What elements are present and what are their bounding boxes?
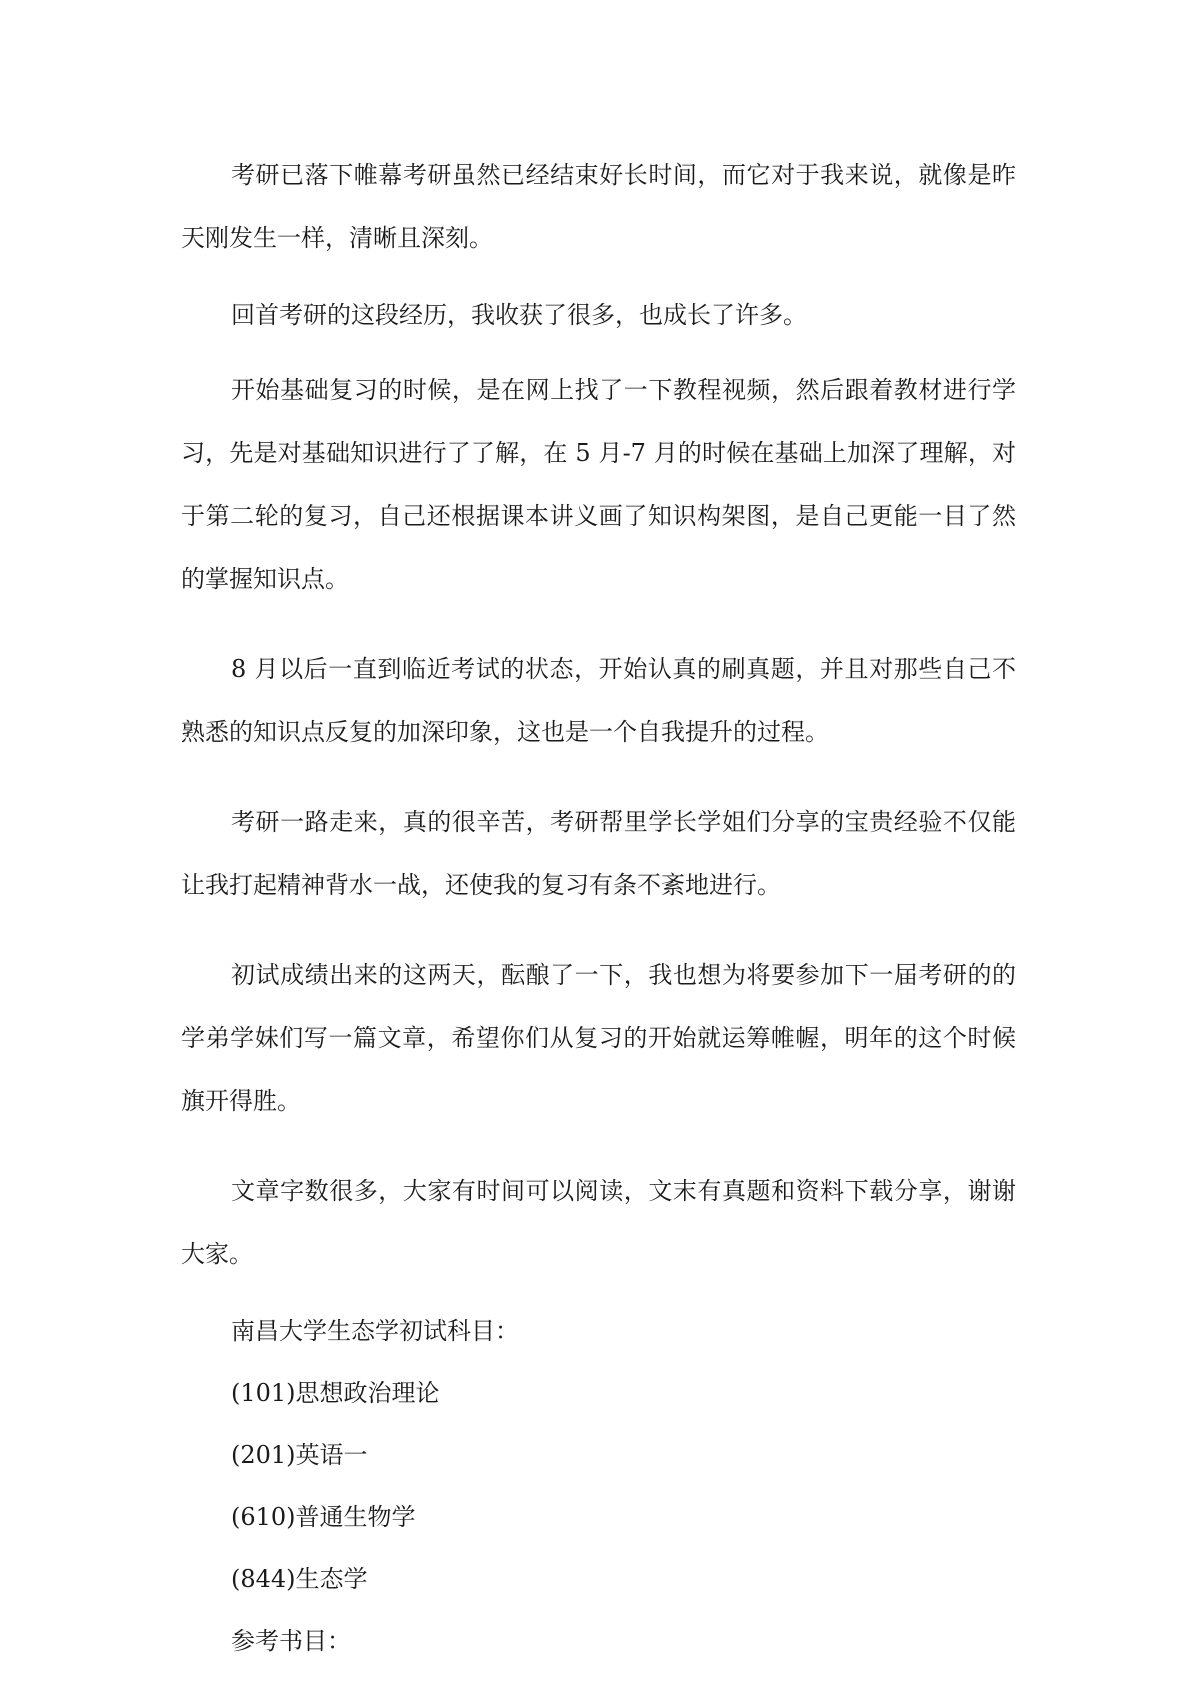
subject-item: (610)普通生物学 [231, 1503, 416, 1531]
subject-item: (101)思想政治理论 [231, 1379, 440, 1407]
paragraph-hardship: 考研一路走来，真的很辛苦，考研帮里学长学姐们分享的宝贵经验不仅能让我打起精神背水一战，还使我的复习有条不紊地进行。 [181, 808, 1016, 899]
paragraph-intro: 考研已落下帷幕考研虽然已经结束好长时间，而它对于我来说，就像是昨天刚发生一样，清晰且深刻。 [181, 161, 1016, 252]
paragraph-results: 初试成绩出来的这两天，酝酿了一下，我也想为将要参加下一届考研的的学弟学妹们写一篇文章，希望你们从复习的开始就运筹帷幄，明年的这个时候旗开得胜。 [181, 961, 1016, 1115]
exam-subjects-heading: 南昌大学生态学初试科目： [231, 1317, 519, 1345]
paragraph-review: 回首考研的这段经历，我收获了很多，也成长了许多。 [231, 301, 807, 329]
paragraph-word-count: 文章字数很多，大家有时间可以阅读，文末有真题和资料下载分享，谢谢大家。 [181, 1177, 1016, 1268]
subject-item: (201)英语一 [231, 1441, 368, 1469]
document-body [181, 144, 1016, 1684]
paragraph-august: 8 月以后一直到临近考试的状态，开始认真的刷真题，并且对那些自己不熟悉的知识点反复的加深印象，这也是一个自我提升的过程。 [181, 655, 1016, 746]
subject-item: (844)生态学 [231, 1565, 368, 1593]
paragraph-basic-study: 开始基础复习的时候，是在网上找了一下教程视频，然后跟着教材进行学习，先是对基础知识进行了了解，在 5 月-7 月的时候在基础上加深了理解，对于第二轮的复习，自己还根据课本讲义画了知识构架图，是自己更能一目了然的掌握知识点。 [181, 376, 1016, 593]
reference-books-heading: 参考书目： [231, 1627, 351, 1655]
